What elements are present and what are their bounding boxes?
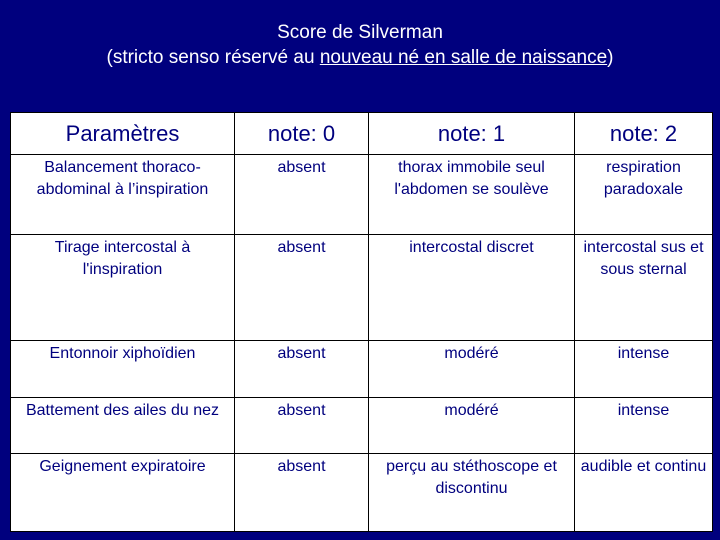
table-cell: Battement des ailes du nez — [11, 398, 235, 454]
table-cell: intense — [575, 398, 713, 454]
table-cell: Entonnoir xiphoïdien — [11, 341, 235, 398]
table-cell: absent — [235, 155, 369, 235]
table-cell: modéré — [369, 341, 575, 398]
silverman-score-table — [10, 112, 713, 532]
header-note-2: note: 2 — [575, 113, 713, 155]
title-line-2-prefix: (stricto senso réservé au — [106, 47, 320, 68]
table-cell: modéré — [369, 398, 575, 454]
table-cell: Tirage intercostal à l'inspiration — [11, 235, 235, 341]
header-parametres: Paramètres — [11, 113, 235, 155]
table-cell: audible et continu — [575, 454, 713, 532]
table-header-row — [11, 113, 713, 155]
title-line-2-underlined: nouveau né en salle de naissance — [319, 47, 608, 68]
table-cell: thorax immobile seul l'abdomen se soulève — [369, 155, 575, 235]
table-cell: Balancement thoraco-abdominal à l’inspiration — [11, 155, 235, 235]
table-cell: intense — [575, 341, 713, 398]
table-cell: intercostal discret — [369, 235, 575, 341]
title-line-1: Score de Silverman — [277, 22, 443, 43]
table-row — [11, 155, 713, 235]
title-line-2 — [0, 45, 720, 70]
table-cell: Geignement expiratoire — [11, 454, 235, 532]
table-row — [11, 398, 713, 454]
header-note-0: note: 0 — [235, 113, 369, 155]
header-note-1: note: 1 — [369, 113, 575, 155]
table-cell: absent — [235, 341, 369, 398]
title-line-2-suffix: ) — [607, 47, 614, 68]
table-cell: absent — [235, 454, 369, 532]
slide-title — [0, 20, 720, 70]
table-row — [11, 454, 713, 532]
table-cell: absent — [235, 235, 369, 341]
table-row — [11, 341, 713, 398]
table-cell: intercostal sus et sous sternal — [575, 235, 713, 341]
table-cell: respiration paradoxale — [575, 155, 713, 235]
table-cell: absent — [235, 398, 369, 454]
table-row — [11, 235, 713, 341]
table-cell: perçu au stéthoscope et discontinu — [369, 454, 575, 532]
